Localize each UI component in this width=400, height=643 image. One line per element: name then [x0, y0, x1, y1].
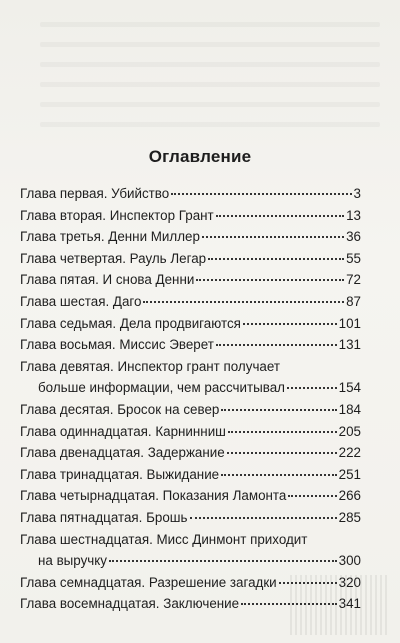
- toc-entry-title: Глава третья. Денни Миллер: [20, 229, 200, 245]
- toc-entry: [20, 485, 361, 507]
- toc-entry: [20, 291, 361, 313]
- page-number: 184: [338, 401, 361, 417]
- toc-entry-title: Глава десятая. Бросок на север: [20, 401, 220, 417]
- dot-leader: [228, 431, 337, 433]
- page-number: 320: [338, 574, 361, 590]
- toc-entry: [20, 550, 361, 572]
- dot-leader: [196, 279, 344, 281]
- toc-entry-title: Глава шестая. Даго: [20, 293, 142, 309]
- toc-entry-title: Глава восьмая. Миссис Эверет: [20, 337, 214, 353]
- toc-entry: [20, 269, 361, 291]
- page-number: 154: [338, 380, 361, 396]
- page-number: 222: [338, 445, 361, 461]
- page-number: 87: [346, 293, 361, 309]
- dot-leader: [202, 236, 344, 238]
- toc-entry: [20, 226, 361, 248]
- dot-leader: [208, 258, 344, 260]
- dot-leader: [143, 301, 344, 303]
- toc-entry: [20, 248, 361, 270]
- dot-leader: [221, 474, 337, 476]
- page-number: 55: [346, 250, 361, 266]
- page-number: 72: [346, 272, 361, 288]
- dot-leader: [216, 344, 337, 346]
- page-number: 266: [338, 488, 361, 504]
- toc-entry-title: Глава двенадцатая. Задержание: [20, 445, 225, 461]
- page-number: 3: [353, 186, 361, 201]
- dot-leader: [109, 560, 337, 562]
- bleed-through-line: [40, 62, 380, 67]
- toc-entry: [20, 442, 361, 464]
- toc-entry: [20, 464, 361, 486]
- page-number: 251: [338, 466, 361, 482]
- bleed-through-line: [40, 22, 380, 27]
- toc-entry: [20, 313, 361, 335]
- dot-leader: [221, 409, 336, 411]
- toc-entry-title: Глава семнадцатая. Разрешение загадки: [20, 574, 277, 590]
- toc-entry: [20, 377, 361, 399]
- toc-entry: [20, 205, 361, 227]
- dot-leader: [171, 193, 351, 195]
- dot-leader: [288, 495, 336, 497]
- page-number: 341: [338, 596, 361, 612]
- page-number: 131: [338, 337, 361, 353]
- dot-leader: [243, 323, 337, 325]
- toc-entry-title: Глава седьмая. Дела продвигаются: [20, 315, 241, 331]
- toc-entry-title: Глава одиннадцатая. Карнинниш: [20, 423, 226, 439]
- page-number: 205: [338, 423, 361, 439]
- toc-entry-continuation: на выручку: [38, 553, 107, 569]
- bleed-through-line: [40, 82, 380, 87]
- toc-entry: [20, 593, 361, 615]
- bleed-through-line: [40, 122, 380, 127]
- dot-leader: [190, 517, 337, 519]
- dot-leader: [227, 452, 337, 454]
- toc-entry-title: Глава четвертая. Рауль Легар: [20, 250, 207, 266]
- toc-entry-title: Глава первая. Убийство: [20, 186, 170, 201]
- toc-entry-title: Глава шестнадцатая. Мисс Динмонт приходит: [20, 531, 308, 547]
- page-number: 101: [338, 315, 361, 331]
- dot-leader: [279, 582, 337, 584]
- table-of-contents: [20, 183, 361, 615]
- toc-entry-title: Глава вторая. Инспектор Грант: [20, 207, 214, 223]
- page-number: 13: [346, 207, 361, 223]
- toc-entry: [20, 572, 361, 594]
- toc-title: Оглавление: [148, 147, 252, 166]
- bleed-through-line: [40, 102, 380, 107]
- page-number: 300: [338, 553, 361, 569]
- toc-entry-title: Глава девятая. Инспектор грант получает: [20, 358, 281, 374]
- toc-entry: [20, 334, 361, 356]
- dot-leader: [241, 603, 337, 605]
- toc-entry-title: Глава пятая. И снова Денни: [20, 272, 195, 288]
- dot-leader: [216, 215, 344, 217]
- toc-entry: [20, 507, 361, 529]
- page-number: 285: [338, 509, 361, 525]
- page-number: 36: [346, 229, 361, 245]
- toc-entry-title: Глава восемнадцатая. Заключение: [20, 596, 240, 612]
- toc-entry-title: Глава тринадцатая. Выжидание: [20, 466, 220, 482]
- toc-entry: [20, 421, 361, 443]
- toc-entry: [20, 183, 361, 205]
- bleed-through-line: [40, 42, 380, 47]
- toc-entry: [20, 399, 361, 421]
- toc-entry-title: Глава четырнадцатая. Показания Ламонта: [20, 488, 287, 504]
- toc-entry-continuation: больше информации, чем рассчитывал: [38, 380, 285, 396]
- toc-entry-title: Глава пятнадцатая. Брошь: [20, 509, 188, 525]
- dot-leader: [287, 387, 337, 389]
